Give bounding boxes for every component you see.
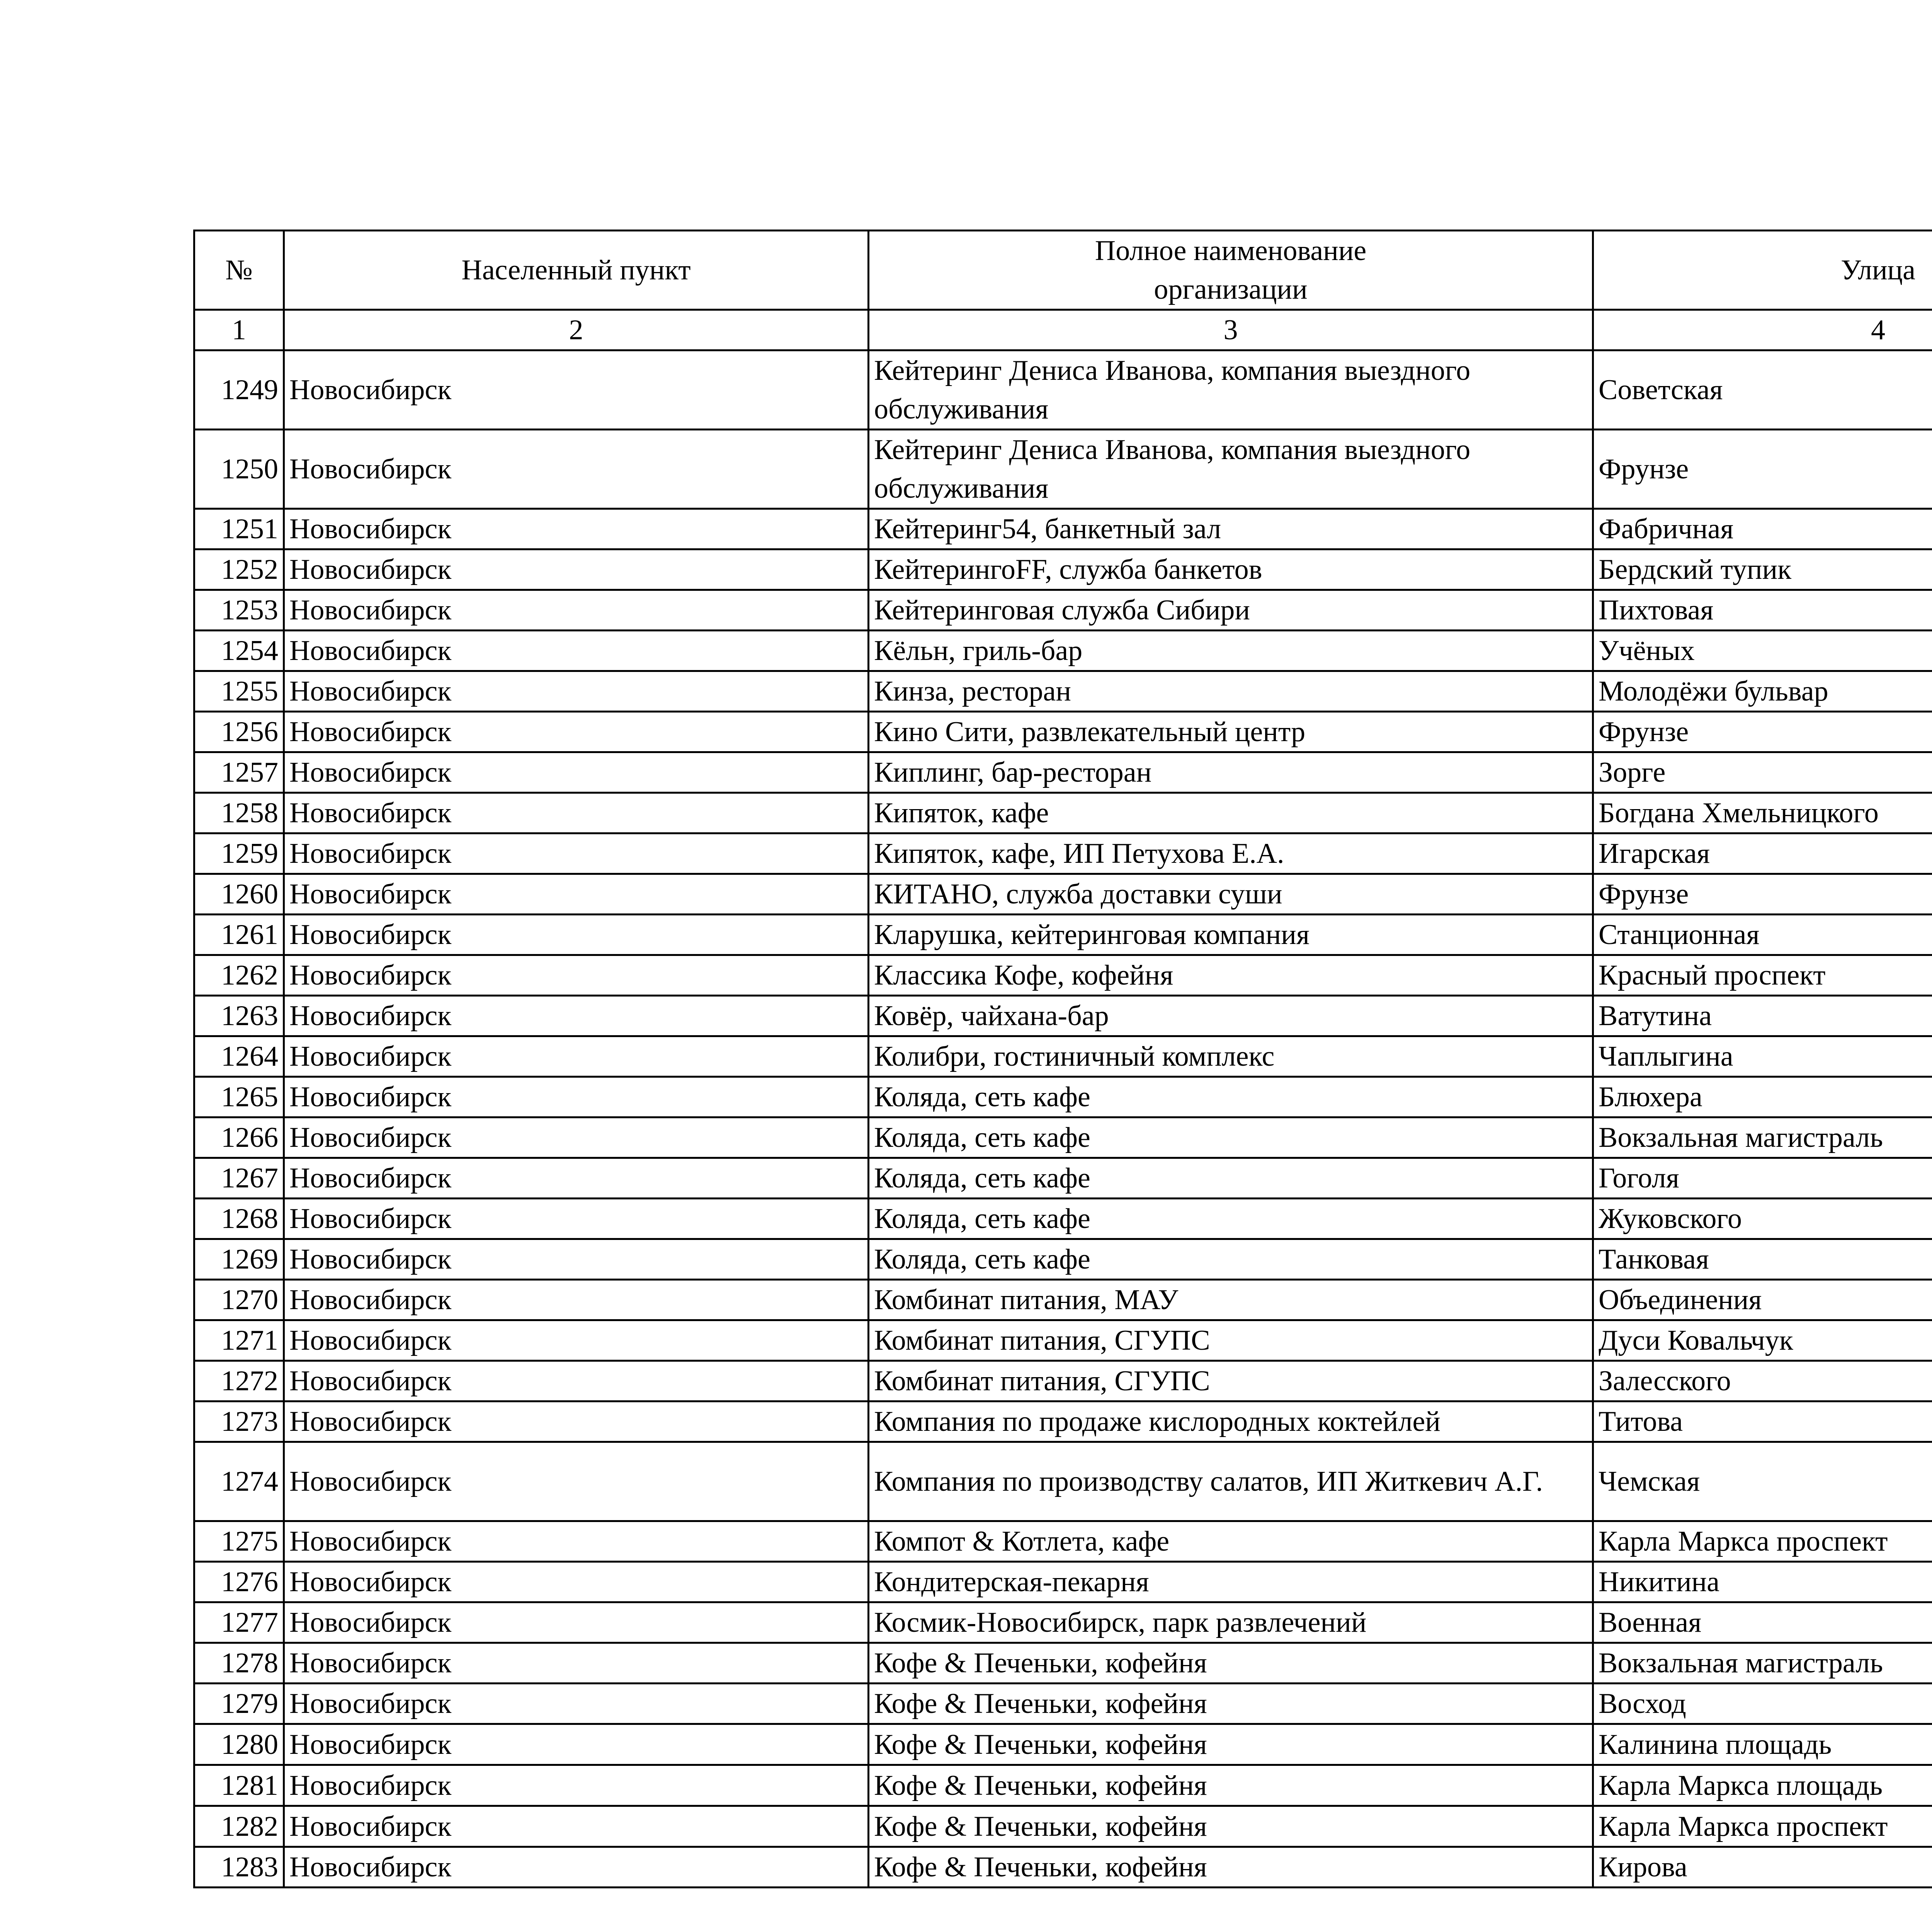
table-row <box>194 1847 1932 1888</box>
header-city: Населенный пункт <box>284 231 869 310</box>
organization-cell: Ковёр, чайхана-бар <box>869 996 1593 1036</box>
organization-cell: Комбинат питания, СГУПС <box>869 1320 1593 1361</box>
row-number-cell: 1262 <box>194 955 284 996</box>
street-cell: Фрунзе <box>1593 874 1932 915</box>
row-number-cell: 1278 <box>194 1643 284 1684</box>
city-cell: Новосибирск <box>284 590 869 631</box>
organization-cell: Коляда, сеть кафе <box>869 1077 1593 1117</box>
table-row <box>194 549 1932 590</box>
organization-cell: Кино Сити, развлекательный центр <box>869 712 1593 752</box>
row-number-cell: 1253 <box>194 590 284 631</box>
organization-cell: Кофе & Печеньки, кофейня <box>869 1765 1593 1806</box>
street-cell: Кирова <box>1593 1847 1932 1888</box>
row-number-cell: 1254 <box>194 631 284 671</box>
table-row <box>194 955 1932 996</box>
table-row <box>194 509 1932 549</box>
street-cell: Зорге <box>1593 752 1932 793</box>
table-row <box>194 1765 1932 1806</box>
street-cell: Советская <box>1593 350 1932 430</box>
street-cell: Фрунзе <box>1593 430 1932 509</box>
city-cell: Новосибирск <box>284 955 869 996</box>
table-row <box>194 1239 1932 1280</box>
street-cell: Титова <box>1593 1401 1932 1442</box>
organization-cell: Компания по продаже кислородных коктейлей <box>869 1401 1593 1442</box>
street-cell: Чемская <box>1593 1442 1932 1521</box>
organization-cell: Коляда, сеть кафе <box>869 1117 1593 1158</box>
table-row <box>194 430 1932 509</box>
city-cell: Новосибирск <box>284 1401 869 1442</box>
organization-cell: Кларушка, кейтеринговая компания <box>869 915 1593 955</box>
city-cell: Новосибирск <box>284 1806 869 1847</box>
city-cell: Новосибирск <box>284 996 869 1036</box>
table-row <box>194 833 1932 874</box>
table-row <box>194 1036 1932 1077</box>
organization-cell: Космик-Новосибирск, парк развлечений <box>869 1602 1593 1643</box>
organization-cell: Кейтеринг Дениса Иванова, компания выездного обслуживания <box>869 350 1593 430</box>
table-row <box>194 671 1932 712</box>
row-number-cell: 1258 <box>194 793 284 833</box>
organization-cell: Компания по производству салатов, ИП Житкевич А.Г. <box>869 1442 1593 1521</box>
header-organization-line1: Полное наименование <box>1095 235 1367 267</box>
street-cell: Объединения <box>1593 1280 1932 1320</box>
row-number-cell: 1269 <box>194 1239 284 1280</box>
city-cell: Новосибирск <box>284 509 869 549</box>
organization-cell: Колибри, гостиничный комплекс <box>869 1036 1593 1077</box>
street-cell: Блюхера <box>1593 1077 1932 1117</box>
row-number-cell: 1268 <box>194 1199 284 1239</box>
city-cell: Новосибирск <box>284 752 869 793</box>
row-number-cell: 1275 <box>194 1521 284 1562</box>
organization-cell: Киплинг, бар-ресторан <box>869 752 1593 793</box>
row-number-cell: 1251 <box>194 509 284 549</box>
table-row <box>194 793 1932 833</box>
organization-cell: Кофе & Печеньки, кофейня <box>869 1724 1593 1765</box>
street-cell: Игарская <box>1593 833 1932 874</box>
table-row <box>194 1361 1932 1401</box>
organization-cell: Кипяток, кафе, ИП Петухова Е.А. <box>869 833 1593 874</box>
organization-cell: Кипяток, кафе <box>869 793 1593 833</box>
street-cell: Вокзальная магистраль <box>1593 1643 1932 1684</box>
city-cell: Новосибирск <box>284 1562 869 1602</box>
city-cell: Новосибирск <box>284 1361 869 1401</box>
street-cell: Красный проспект <box>1593 955 1932 996</box>
city-cell: Новосибирск <box>284 1036 869 1077</box>
city-cell: Новосибирск <box>284 1847 869 1888</box>
city-cell: Новосибирск <box>284 915 869 955</box>
row-number-cell: 1250 <box>194 430 284 509</box>
street-cell: Военная <box>1593 1602 1932 1643</box>
header-number: № <box>194 231 284 310</box>
city-cell: Новосибирск <box>284 874 869 915</box>
street-cell: Восход <box>1593 1684 1932 1724</box>
table-row <box>194 915 1932 955</box>
table-row <box>194 874 1932 915</box>
street-cell: Вокзальная магистраль <box>1593 1117 1932 1158</box>
row-number-cell: 1261 <box>194 915 284 955</box>
table-row <box>194 631 1932 671</box>
table-row <box>194 1724 1932 1765</box>
street-cell: Богдана Хмельницкого <box>1593 793 1932 833</box>
column-index-cell: 4 <box>1593 310 1932 350</box>
column-index-row <box>194 310 1932 350</box>
table-row <box>194 996 1932 1036</box>
street-cell: Никитина <box>1593 1562 1932 1602</box>
table-body <box>194 350 1932 1888</box>
table-row <box>194 590 1932 631</box>
table-row <box>194 350 1932 430</box>
row-number-cell: 1281 <box>194 1765 284 1806</box>
organization-cell: КейтерингоFF, служба банкетов <box>869 549 1593 590</box>
street-cell: Залесского <box>1593 1361 1932 1401</box>
table-row <box>194 1280 1932 1320</box>
organization-cell: Кейтеринговая служба Сибири <box>869 590 1593 631</box>
street-cell: Ватутина <box>1593 996 1932 1036</box>
city-cell: Новосибирск <box>284 1684 869 1724</box>
organization-cell: Комбинат питания, СГУПС <box>869 1361 1593 1401</box>
table-row <box>194 1117 1932 1158</box>
table-row <box>194 1158 1932 1199</box>
row-number-cell: 1283 <box>194 1847 284 1888</box>
organization-cell: Компот & Котлета, кафе <box>869 1521 1593 1562</box>
row-number-cell: 1249 <box>194 350 284 430</box>
street-cell: Молодёжи бульвар <box>1593 671 1932 712</box>
city-cell: Новосибирск <box>284 712 869 752</box>
organization-cell: Кофе & Печеньки, кофейня <box>869 1643 1593 1684</box>
street-cell: Карла Маркса площадь <box>1593 1765 1932 1806</box>
row-number-cell: 1252 <box>194 549 284 590</box>
organization-cell: Классика Кофе, кофейня <box>869 955 1593 996</box>
row-number-cell: 1282 <box>194 1806 284 1847</box>
table-row <box>194 1521 1932 1562</box>
row-number-cell: 1255 <box>194 671 284 712</box>
street-cell: Гоголя <box>1593 1158 1932 1199</box>
city-cell: Новосибирск <box>284 430 869 509</box>
row-number-cell: 1259 <box>194 833 284 874</box>
table-row <box>194 1643 1932 1684</box>
street-cell: Чаплыгина <box>1593 1036 1932 1077</box>
street-cell: Карла Маркса проспект <box>1593 1521 1932 1562</box>
city-cell: Новосибирск <box>284 1521 869 1562</box>
city-cell: Новосибирск <box>284 833 869 874</box>
header-organization <box>869 231 1593 310</box>
street-cell: Фабричная <box>1593 509 1932 549</box>
row-number-cell: 1257 <box>194 752 284 793</box>
street-cell: Учёных <box>1593 631 1932 671</box>
organization-cell: Кёльн, гриль-бар <box>869 631 1593 671</box>
street-cell: Бердский тупик <box>1593 549 1932 590</box>
column-index-cell: 3 <box>869 310 1593 350</box>
table-row <box>194 1562 1932 1602</box>
city-cell: Новосибирск <box>284 1724 869 1765</box>
table-row <box>194 1077 1932 1117</box>
city-cell: Новосибирск <box>284 1280 869 1320</box>
table-row <box>194 1401 1932 1442</box>
street-cell: Фрунзе <box>1593 712 1932 752</box>
city-cell: Новосибирск <box>284 1643 869 1684</box>
table-row <box>194 1806 1932 1847</box>
city-cell: Новосибирск <box>284 1602 869 1643</box>
row-number-cell: 1267 <box>194 1158 284 1199</box>
organization-cell: КИТАНО, служба доставки суши <box>869 874 1593 915</box>
column-index-cell: 2 <box>284 310 869 350</box>
row-number-cell: 1272 <box>194 1361 284 1401</box>
header-organization-line2: организации <box>1154 274 1308 305</box>
row-number-cell: 1276 <box>194 1562 284 1602</box>
organization-cell: Кондитерская-пекарня <box>869 1562 1593 1602</box>
city-cell: Новосибирск <box>284 549 869 590</box>
city-cell: Новосибирск <box>284 1239 869 1280</box>
row-number-cell: 1266 <box>194 1117 284 1158</box>
organization-cell: Кинза, ресторан <box>869 671 1593 712</box>
city-cell: Новосибирск <box>284 1199 869 1239</box>
city-cell: Новосибирск <box>284 1077 869 1117</box>
city-cell: Новосибирск <box>284 1320 869 1361</box>
table-row <box>194 1602 1932 1643</box>
organization-cell: Коляда, сеть кафе <box>869 1158 1593 1199</box>
city-cell: Новосибирск <box>284 1158 869 1199</box>
organization-cell: Кофе & Печеньки, кофейня <box>869 1684 1593 1724</box>
city-cell: Новосибирск <box>284 671 869 712</box>
row-number-cell: 1271 <box>194 1320 284 1361</box>
row-number-cell: 1279 <box>194 1684 284 1724</box>
row-number-cell: 1273 <box>194 1401 284 1442</box>
table-row <box>194 1320 1932 1361</box>
city-cell: Новосибирск <box>284 1442 869 1521</box>
city-cell: Новосибирск <box>284 793 869 833</box>
organization-cell: Комбинат питания, МАУ <box>869 1280 1593 1320</box>
street-cell: Жуковского <box>1593 1199 1932 1239</box>
organization-cell: Кофе & Печеньки, кофейня <box>869 1847 1593 1888</box>
organization-cell: Коляда, сеть кафе <box>869 1199 1593 1239</box>
row-number-cell: 1265 <box>194 1077 284 1117</box>
row-number-cell: 1260 <box>194 874 284 915</box>
organizations-table <box>193 230 1932 1888</box>
organization-cell: Кейтеринг Дениса Иванова, компания выездного обслуживания <box>869 430 1593 509</box>
street-cell: Танковая <box>1593 1239 1932 1280</box>
city-cell: Новосибирск <box>284 631 869 671</box>
header-street: Улица <box>1593 231 1932 310</box>
row-number-cell: 1270 <box>194 1280 284 1320</box>
organization-cell: Коляда, сеть кафе <box>869 1239 1593 1280</box>
table-row <box>194 712 1932 752</box>
row-number-cell: 1256 <box>194 712 284 752</box>
street-cell: Станционная <box>1593 915 1932 955</box>
table-header-row <box>194 231 1932 310</box>
city-cell: Новосибирск <box>284 350 869 430</box>
row-number-cell: 1274 <box>194 1442 284 1521</box>
street-cell: Пихтовая <box>1593 590 1932 631</box>
table-row <box>194 1684 1932 1724</box>
organization-cell: Кофе & Печеньки, кофейня <box>869 1806 1593 1847</box>
street-cell: Дуси Ковальчук <box>1593 1320 1932 1361</box>
city-cell: Новосибирск <box>284 1117 869 1158</box>
row-number-cell: 1263 <box>194 996 284 1036</box>
row-number-cell: 1280 <box>194 1724 284 1765</box>
column-index-cell: 1 <box>194 310 284 350</box>
street-cell: Калинина площадь <box>1593 1724 1932 1765</box>
table-row <box>194 752 1932 793</box>
row-number-cell: 1277 <box>194 1602 284 1643</box>
table-row <box>194 1199 1932 1239</box>
row-number-cell: 1264 <box>194 1036 284 1077</box>
street-cell: Карла Маркса проспект <box>1593 1806 1932 1847</box>
city-cell: Новосибирск <box>284 1765 869 1806</box>
table-row <box>194 1442 1932 1521</box>
organization-cell: Кейтеринг54, банкетный зал <box>869 509 1593 549</box>
